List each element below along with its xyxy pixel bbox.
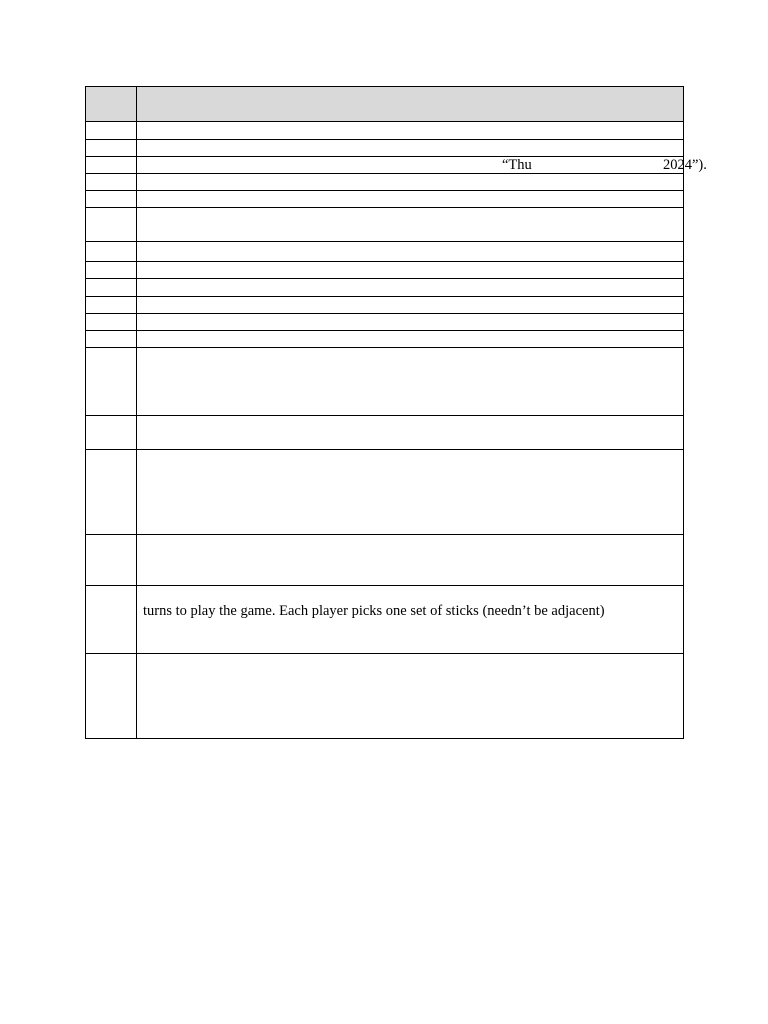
table-row xyxy=(86,122,684,140)
table-row xyxy=(86,331,684,348)
row-content-cell xyxy=(137,279,684,297)
row-content-cell xyxy=(137,191,684,208)
row-number-cell xyxy=(86,416,137,450)
table-row xyxy=(86,208,684,242)
table-row xyxy=(86,450,684,535)
row-number-cell xyxy=(86,262,137,279)
row-number-cell xyxy=(86,331,137,348)
table-row xyxy=(86,174,684,191)
row-number-cell xyxy=(86,654,137,739)
row-content-cell xyxy=(137,654,684,739)
row-number-cell xyxy=(86,535,137,586)
row-number-cell xyxy=(86,191,137,208)
row-content-cell xyxy=(137,416,684,450)
table-row xyxy=(86,191,684,208)
row-content-cell xyxy=(137,314,684,331)
row-number-cell xyxy=(86,450,137,535)
row-content-cell xyxy=(137,122,684,140)
document-table xyxy=(85,86,707,739)
row-content-cell xyxy=(137,174,684,191)
row-number-cell xyxy=(86,242,137,262)
table-row xyxy=(86,314,684,331)
table-row xyxy=(86,348,684,416)
table-row xyxy=(86,279,684,297)
table-row xyxy=(86,297,684,314)
row-content-cell xyxy=(137,208,684,242)
row-content-cell xyxy=(137,450,684,535)
table-row xyxy=(86,262,684,279)
table-row xyxy=(86,535,684,586)
row-content-cell xyxy=(137,586,684,654)
row-number-cell xyxy=(86,348,137,416)
table-row xyxy=(86,242,684,262)
table-row xyxy=(86,586,684,654)
table-header-row xyxy=(86,87,684,122)
row-number-cell xyxy=(86,586,137,654)
row-content-cell xyxy=(137,157,707,174)
row-number-cell xyxy=(86,140,137,157)
header-cell-content xyxy=(137,87,684,122)
row-content-cell xyxy=(137,535,684,586)
row-content-cell xyxy=(137,140,684,157)
text-fragment: 2024”). xyxy=(663,157,707,173)
row-number-cell xyxy=(86,279,137,297)
row-number-cell xyxy=(86,297,137,314)
row-content-cell xyxy=(137,297,684,314)
row-content-cell xyxy=(137,348,684,416)
row-content-cell xyxy=(137,242,684,262)
header-cell-number xyxy=(86,87,137,122)
table-row xyxy=(86,654,684,739)
table-row xyxy=(86,416,684,450)
row-content-cell xyxy=(137,331,684,348)
table-row xyxy=(86,157,684,174)
row-content-text: turns to play the game. Each player picks one set of sticks (needn’t be adjacent) xyxy=(143,603,605,619)
table-row xyxy=(86,140,684,157)
row-content-cell xyxy=(137,262,684,279)
row-number-cell xyxy=(86,157,137,174)
row-number-cell xyxy=(86,314,137,331)
text-fragment: “Thu xyxy=(502,157,532,173)
row-number-cell xyxy=(86,174,137,191)
row-number-cell xyxy=(86,122,137,140)
row-number-cell xyxy=(86,208,137,242)
